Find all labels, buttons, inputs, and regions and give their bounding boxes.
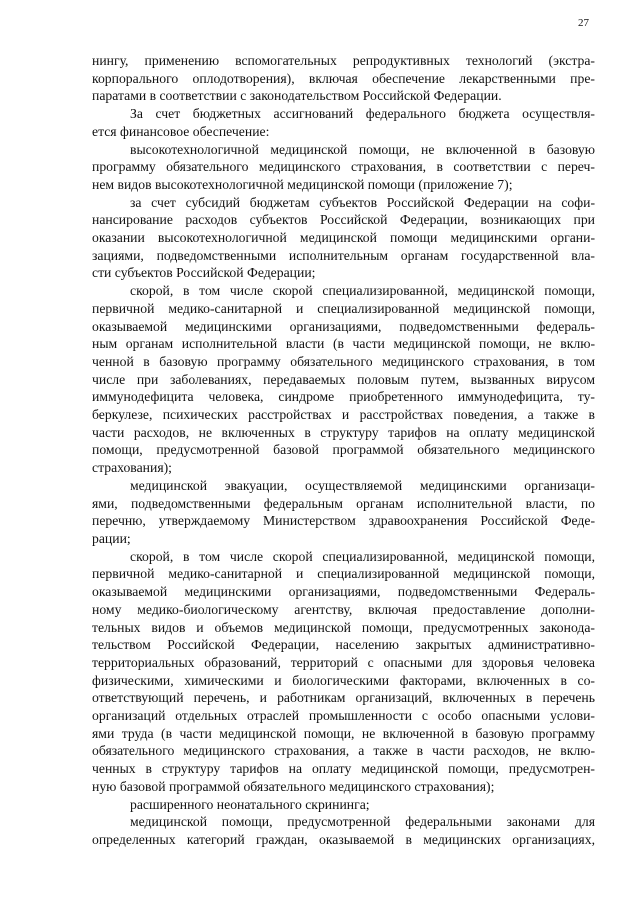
text-line: иммунодефицита человека, синдроме приобретенного иммунодефицита, ту- — [92, 389, 595, 405]
text-line: ченных в структуру тарифов на оплату медицинской помощи, предусмотрен- — [92, 761, 595, 777]
text-line: беркулезе, психических расстройствах и расстройствах поведения, а также в — [92, 407, 595, 423]
text-line: программу обязательного медицинского страхования, в соответствии с переч- — [92, 159, 595, 175]
text-line: перечню, утверждаемому Министерством здравоохранения Российской Феде- — [92, 513, 595, 529]
page-number: 27 — [578, 17, 589, 29]
text-line: медицинской помощи, предусмотренной федеральными законами для — [130, 814, 595, 830]
text-line: части расходов, не включенных в структуру тарифов на оплату медицинской — [92, 424, 595, 440]
text-line: первичной медико-санитарной и специализированной медицинской помощи, — [92, 300, 595, 316]
text-line: корпорального оплодотворения), включая обеспечение лекарственными пре- — [92, 70, 595, 86]
text-line: ную базовой программой обязательного медицинского страхования); — [92, 778, 495, 794]
text-line: расширенного неонатального скрининга; — [130, 796, 370, 812]
text-line: тельных видов и объемов медицинской помощи, предусмотренных законода- — [92, 619, 595, 635]
text-line: первичной медико-санитарной и специализированной медицинской помощи, — [92, 566, 595, 582]
text-line: За счет бюджетных ассигнований федерального бюджета осуществля- — [130, 106, 595, 122]
text-line: скорой, в том числе скорой специализированной, медицинской помощи, — [130, 548, 595, 564]
text-line: ным органам исполнительной власти (в части медицинской помощи, не вклю- — [92, 336, 595, 352]
text-line: за счет субсидий бюджетам субъектов Российской Федерации на софи- — [130, 194, 595, 210]
text-line: паратами в соответствии с законодательством Российской Федерации. — [92, 88, 502, 104]
text-line: нансирование расходов субъектов Российской Федерации, возникающих при — [92, 212, 595, 228]
text-line: определенных категорий граждан, оказываемой в медицинских организациях, — [92, 831, 595, 847]
text-line: страхования); — [92, 460, 172, 476]
text-line: тельством Российской Федерации, населению закрытых административно- — [92, 637, 595, 653]
text-line: ному медико-биологическому агентству, включая предоставление дополни- — [92, 601, 595, 617]
text-line: помощи, предусмотренной базовой программой обязательного медицинского — [92, 442, 595, 458]
text-line: сти субъектов Российской Федерации; — [92, 265, 316, 281]
text-line: ется финансовое обеспечение: — [92, 123, 270, 139]
text-line: медицинской эвакуации, осуществляемой медицинскими организаци- — [130, 477, 595, 493]
document-text-body — [92, 52, 595, 849]
text-line: организаций отдельных отраслей промышленности с особо опасными услови- — [92, 708, 595, 724]
text-line: нингу, применению вспомогательных репродуктивных технологий (экстра- — [92, 53, 595, 68]
text-line: оказываемой медицинскими организациями, подведомственными федераль- — [92, 318, 595, 334]
text-line: рации; — [92, 530, 131, 546]
text-line: зациями, подведомственными исполнительным органам государственной вла- — [92, 247, 595, 263]
text-line: обязательного медицинского страхования, а также в части расходов, не вклю- — [92, 743, 595, 759]
text-line: физическими, химическими и биологическими факторами, включенных в со- — [92, 672, 595, 688]
text-line: ответствующий перечень, и работникам организаций, включенных в перечень — [92, 690, 595, 706]
text-line: оказании высокотехнологичной медицинской помощи медицинскими органи- — [92, 230, 595, 246]
text-line: территориальных образований, территорий с опасными для здоровья человека — [92, 654, 595, 670]
text-line: ченной в базовую программу обязательного медицинского страхования, в том — [92, 353, 595, 369]
text-line: оказываемой медицинскими организациями, подведомственными Федераль- — [92, 584, 595, 600]
text-line: ями, подведомственными федеральным органам исполнительной власти, по — [92, 495, 595, 511]
text-line: нем видов высокотехнологичной медицинской помощи (приложение 7); — [92, 176, 513, 192]
text-line: высокотехнологичной медицинской помощи, не включенной в базовую — [130, 141, 595, 157]
text-line: числе при заболеваниях, передаваемых половым путем, вызванных вирусом — [92, 371, 595, 387]
text-line: ями труда (в части медицинской помощи, не включенной в базовую программу — [92, 725, 595, 741]
text-line: скорой, в том числе скорой специализированной, медицинской помощи, — [130, 283, 595, 299]
